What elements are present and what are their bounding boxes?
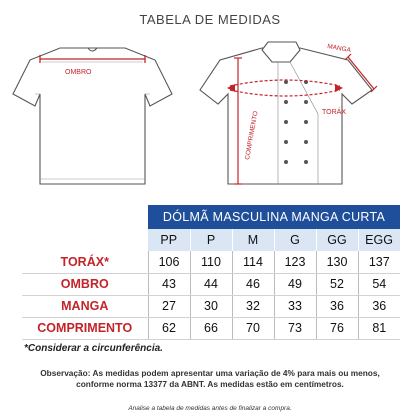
table-cell: 36	[316, 295, 358, 317]
garment-illustration	[0, 34, 420, 199]
size-table	[22, 205, 401, 340]
table-row-manga	[22, 295, 400, 317]
table-cell: 62	[148, 317, 190, 339]
table-cell: 30	[190, 295, 232, 317]
size-header: PP	[148, 229, 190, 251]
footer-note: Analise a tabela de medidas antes de finalizar a compra.	[128, 405, 292, 412]
observation-note	[20, 368, 400, 390]
table-cell: 52	[316, 273, 358, 295]
table-cell: 81	[358, 317, 400, 339]
table-cell: 27	[148, 295, 190, 317]
manga-label: MANGA	[326, 43, 352, 55]
table-cell: 66	[190, 317, 232, 339]
row-label: COMPRIMENTO	[22, 317, 148, 339]
table-cell: 54	[358, 273, 400, 295]
table-cell: 110	[190, 251, 232, 273]
table-row-comprimento	[22, 317, 400, 339]
page-title: TABELA DE MEDIDAS	[139, 12, 281, 27]
ombro-label: OMBRO	[65, 69, 92, 76]
table-cell: 114	[232, 251, 274, 273]
row-label: OMBRO	[22, 273, 148, 295]
circumference-note: *Considerar a circunferência.	[24, 343, 163, 354]
table-caption: DÓLMÃ MASCULINA MANGA CURTA	[148, 205, 400, 229]
observation-line-1: Observação: As medidas podem apresentar uma variação de 4% para mais ou menos,	[40, 368, 380, 378]
observation-line-2: conforme norma 13377 da ABNT. As medidas estão em centímetros.	[76, 379, 344, 389]
table-cell: 137	[358, 251, 400, 273]
size-header: M	[232, 229, 274, 251]
torax-label: TORÁX	[322, 109, 346, 116]
table-cell: 106	[148, 251, 190, 273]
table-cell: 49	[274, 273, 316, 295]
table-row-ombro	[22, 273, 400, 295]
table-cell: 44	[190, 273, 232, 295]
table-cell: 33	[274, 295, 316, 317]
size-header: GG	[316, 229, 358, 251]
table-cell: 46	[232, 273, 274, 295]
table-row-torax	[22, 251, 400, 273]
table-cell: 123	[274, 251, 316, 273]
table-cell: 32	[232, 295, 274, 317]
shirt-back-view	[13, 48, 172, 184]
table-cell: 76	[316, 317, 358, 339]
table-cell: 36	[358, 295, 400, 317]
table-cell: 130	[316, 251, 358, 273]
size-header: P	[190, 229, 232, 251]
row-label: TORÁX*	[22, 251, 148, 273]
comprimento-label: COMPRIMENTO	[244, 110, 260, 161]
size-header: EGG	[358, 229, 400, 251]
row-label: MANGA	[22, 295, 148, 317]
table-cell: 43	[148, 273, 190, 295]
size-header: G	[274, 229, 316, 251]
table-cell: 73	[274, 317, 316, 339]
table-cell: 70	[232, 317, 274, 339]
